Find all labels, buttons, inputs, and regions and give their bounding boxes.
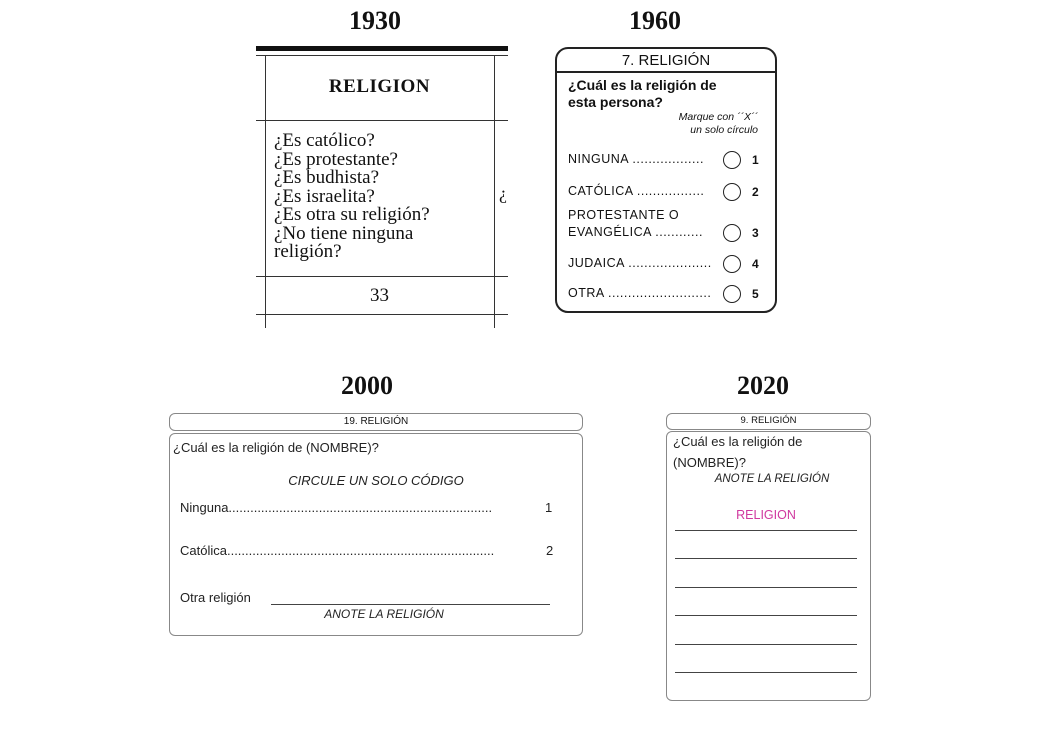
question-line: esta persona? bbox=[568, 94, 663, 110]
option-label: Católica.......................................................................... bbox=[180, 543, 495, 558]
option-label: Ninguna......................................................................... bbox=[180, 500, 493, 515]
option-label: CATÓLICA ................. bbox=[568, 184, 705, 198]
question-list bbox=[274, 132, 430, 262]
column-number: 33 bbox=[370, 285, 389, 306]
instruction: CIRCULE UN SOLO CÓDIGO bbox=[288, 473, 464, 488]
side-mark: ¿ bbox=[499, 183, 507, 203]
question-line: ¿Cuál es la religión de bbox=[568, 77, 717, 93]
option-radio[interactable] bbox=[723, 255, 741, 273]
filled-answer[interactable]: RELIGION bbox=[736, 508, 796, 522]
year-label-2000: 2000 bbox=[341, 371, 393, 400]
question bbox=[673, 431, 802, 473]
form-header: 9. RELIGIÓN bbox=[740, 415, 797, 426]
form-header: 7. RELIGIÓN bbox=[621, 52, 711, 69]
option-code: 3 bbox=[752, 226, 759, 240]
option-code: 4 bbox=[752, 257, 759, 271]
write-in-line[interactable] bbox=[675, 587, 857, 588]
instruction bbox=[679, 111, 758, 137]
option-code: 1 bbox=[752, 153, 759, 167]
option-label: JUDAICA ..................... bbox=[568, 256, 712, 270]
option-radio[interactable] bbox=[723, 183, 741, 201]
question: ¿Es protestante? bbox=[274, 148, 398, 170]
other-hint: ANOTE LA RELIGIÓN bbox=[324, 607, 444, 621]
rule bbox=[494, 55, 495, 328]
instruction-line: un solo círculo bbox=[690, 124, 758, 136]
option-label: PROTESTANTE O bbox=[568, 208, 680, 222]
question: ¿Es israelita? bbox=[274, 185, 375, 207]
question-line: ¿Cuál es la religión de bbox=[673, 434, 803, 449]
year-label-2020: 2020 bbox=[737, 371, 789, 400]
instruction: ANOTE LA RELIGIÓN bbox=[714, 473, 830, 485]
option-radio[interactable] bbox=[723, 224, 741, 242]
question-line: (NOMBRE)? bbox=[673, 455, 746, 470]
header-divider bbox=[556, 71, 775, 73]
form-title: RELIGION bbox=[328, 76, 431, 97]
option-code[interactable]: 1 bbox=[545, 500, 553, 515]
question: ¿Es católico? bbox=[274, 130, 375, 151]
write-in-line[interactable] bbox=[675, 672, 857, 673]
write-in-line[interactable] bbox=[675, 644, 857, 645]
form-header: 19. RELIGIÓN bbox=[343, 416, 409, 427]
question: ¿No tiene ninguna bbox=[274, 222, 414, 244]
question: ¿Es otra su religión? bbox=[274, 204, 430, 225]
thick-rule bbox=[256, 46, 508, 51]
option-code: 2 bbox=[752, 185, 759, 199]
option-code: 5 bbox=[752, 287, 759, 301]
year-label-1930: 1930 bbox=[349, 6, 401, 35]
question: ¿Cuál es la religión de (NOMBRE)? bbox=[173, 440, 379, 455]
form-2000 bbox=[169, 433, 583, 636]
option-code[interactable]: 2 bbox=[546, 543, 554, 558]
rule bbox=[256, 314, 508, 315]
option-label: OTRA .......................... bbox=[568, 286, 712, 300]
option-radio[interactable] bbox=[723, 151, 741, 169]
option-label: NINGUNA .................. bbox=[568, 152, 704, 166]
other-label: Otra religión bbox=[180, 590, 251, 605]
rule bbox=[256, 276, 508, 277]
write-in-line[interactable] bbox=[675, 615, 857, 616]
question: ¿Es budhista? bbox=[274, 167, 380, 188]
question bbox=[568, 77, 717, 111]
rule bbox=[256, 120, 508, 121]
rule bbox=[256, 55, 508, 56]
question: religión? bbox=[274, 241, 342, 262]
other-write-in-line[interactable] bbox=[271, 604, 550, 605]
instruction-line: Marque con ´´X´´ bbox=[678, 111, 758, 123]
write-in-line[interactable] bbox=[675, 530, 857, 531]
write-in-line[interactable] bbox=[675, 558, 857, 559]
option-radio[interactable] bbox=[723, 285, 741, 303]
year-label-1960: 1960 bbox=[629, 6, 681, 35]
option-label: EVANGÉLICA ............ bbox=[568, 225, 703, 239]
